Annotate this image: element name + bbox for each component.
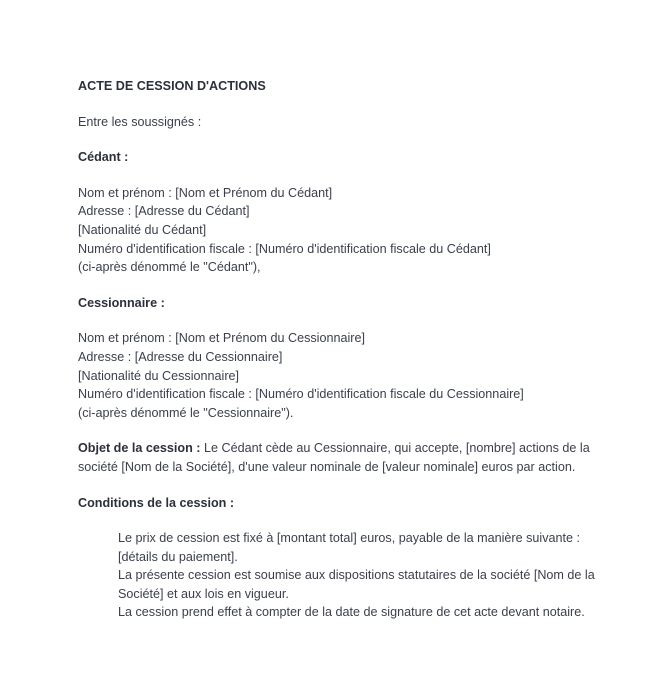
objet-paragraph	[78, 439, 598, 476]
cessionnaire-nationality-line: [Nationalité du Cessionnaire]	[78, 368, 240, 383]
cessionnaire-heading: Cessionnaire :	[78, 295, 165, 310]
intro-text: Entre les soussignés :	[78, 114, 202, 129]
cedant-tax-id-line: Numéro d'identification fiscale : [Numéro d'identification fiscale du Cédant]	[78, 241, 491, 256]
cessionnaire-details	[78, 329, 598, 422]
cedant-nationality-line: [Nationalité du Cédant]	[78, 222, 207, 237]
cedant-designation-line: (ci-après dénommé le "Cédant"),	[78, 260, 261, 275]
cessionnaire-address-line: Adresse : [Adresse du Cessionnaire]	[78, 349, 283, 364]
condition-item: La présente cession est soumise aux dispositions statutaires de la société [Nom de la Société] et aux lois en vigueur.	[118, 568, 595, 601]
cessionnaire-tax-id-line: Numéro d'identification fiscale : [Numéro d'identification fiscale du Cessionnaire]	[78, 387, 524, 402]
cedant-name-line: Nom et prénom : [Nom et Prénom du Cédant]	[78, 185, 333, 200]
cessionnaire-designation-line: (ci-après dénommé le "Cessionnaire").	[78, 405, 294, 420]
objet-text: Le Cédant cède au Cessionnaire, qui accepte, [nombre] actions de la société [Nom de la Société], d'une valeur nominale de [valeur nominale] euros par action.	[78, 441, 590, 474]
conditions-heading: Conditions de la cession :	[78, 495, 235, 510]
objet-label: Objet de la cession :	[78, 441, 201, 456]
condition-item: La cession prend effet à compter de la date de signature de cet acte devant notaire.	[118, 605, 585, 620]
conditions-list	[78, 529, 598, 622]
cedant-details	[78, 184, 598, 277]
cedant-address-line: Adresse : [Adresse du Cédant]	[78, 204, 250, 219]
cessionnaire-name-line: Nom et prénom : [Nom et Prénom du Cessionnaire]	[78, 331, 365, 346]
document-title: ACTE DE CESSION D'ACTIONS	[78, 79, 266, 93]
document-body	[78, 77, 598, 622]
cedant-heading: Cédant :	[78, 150, 129, 165]
condition-item: Le prix de cession est fixé à [montant total] euros, payable de la manière suivante : [détails du paiement].	[118, 531, 581, 564]
